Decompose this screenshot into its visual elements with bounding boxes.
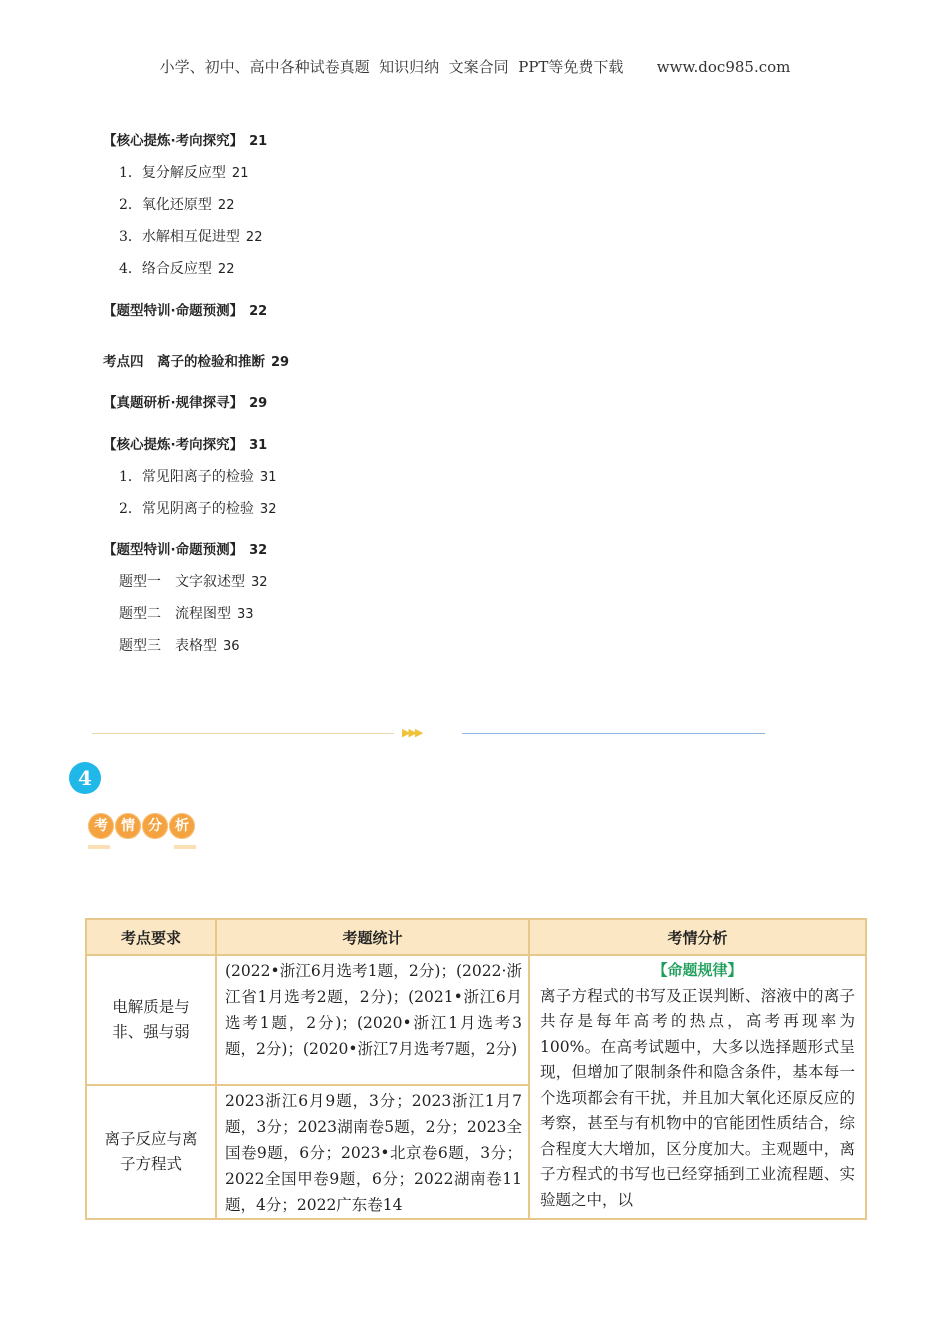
badge-char: 情 — [115, 813, 141, 839]
column-header: 考情分析 — [529, 919, 866, 955]
toc-entry[interactable]: 【真题研析·规律探寻】 29 — [103, 395, 268, 411]
page-header: 小学、初中、高中各种试卷真题 知识归纳 文案合同 PPT等免费下载 www.doc985.com — [159, 58, 791, 76]
analysis-cell — [529, 955, 866, 1219]
table-header-row — [86, 919, 866, 955]
toc-entry[interactable]: 1．复分解反应型 21 — [119, 165, 249, 181]
toc-entry[interactable]: 题型一 文字叙述型 32 — [119, 574, 268, 590]
toc-entry[interactable]: 2．氧化还原型 22 — [119, 197, 235, 213]
toc-entry[interactable]: 题型三 表格型 36 — [119, 638, 240, 654]
toc-entry[interactable]: 4．络合反应型 22 — [119, 261, 235, 277]
exam-analysis-table — [85, 918, 867, 1220]
toc-entry[interactable]: 【核心提炼·考向探究】 31 — [103, 437, 268, 453]
requirement-cell: 离子反应与离子方程式 — [86, 1085, 216, 1219]
toc-entry[interactable]: 2．常见阴离子的检验 32 — [119, 501, 277, 517]
section-title-badge — [88, 813, 195, 853]
divider-line-right — [462, 733, 765, 734]
requirement-cell: 电解质是与非、强与弱 — [86, 955, 216, 1085]
toc-entry[interactable]: 1．常见阳离子的检验 31 — [119, 469, 277, 485]
badge-char: 分 — [142, 813, 168, 839]
column-header: 考题统计 — [216, 919, 529, 955]
section-number-badge: 4 — [69, 762, 101, 794]
table-row — [86, 955, 866, 1085]
statistics-cell: (2022•浙江6月选考1题，2分)；(2022·浙江省1月选考2题，2分)；(2021•浙江6月选考1题，2分)；(2020•浙江1月选考3题，2分)；(2020•浙江7月选考7题，2分) — [216, 955, 529, 1085]
analysis-title: 【命题规律】 — [652, 961, 743, 979]
section-divider — [92, 726, 772, 740]
toc-entry[interactable]: 题型二 流程图型 33 — [119, 606, 254, 622]
toc-entry[interactable]: 3．水解相互促进型 22 — [119, 229, 263, 245]
toc-entry[interactable]: 考点四 离子的检验和推断 29 — [103, 354, 290, 370]
toc-entry[interactable]: 【核心提炼·考向探究】 21 — [103, 133, 268, 149]
triple-arrow-icon: ▶▶▶ — [402, 726, 422, 739]
analysis-text: 离子方程式的书写及正误判断、溶液中的离子共存是每年高考的热点，高考再现率为100%。在高考试题中，大多以选择题形式呈现，但增加了限制条件和隐含条件，基本每一个选项都会有干扰，并且加大氧化还原反应的考察，甚至与有机物中的官能团性质结合，综合程度大大增加，区分度加大。主观题中，离子方程式的书写也已经穿插到工业流程题、实验题之中，以 — [540, 986, 855, 1209]
divider-line-left — [92, 733, 394, 734]
badge-underline — [174, 845, 196, 849]
statistics-cell: 2023浙江6月9题，3分；2023浙江1月7题，3分；2023湖南卷5题，2分；2023全国卷9题，6分；2023•北京卷6题，3分；2022全国甲卷9题，6分；2022湖南卷11题，4分；2022广东卷14 — [216, 1085, 529, 1219]
column-header: 考点要求 — [86, 919, 216, 955]
badge-underline — [88, 845, 110, 849]
badge-char: 考 — [88, 813, 114, 839]
toc-entry[interactable]: 【题型特训·命题预测】 22 — [103, 303, 268, 319]
badge-char: 析 — [169, 813, 195, 839]
toc-entry[interactable]: 【题型特训·命题预测】 32 — [103, 542, 268, 558]
